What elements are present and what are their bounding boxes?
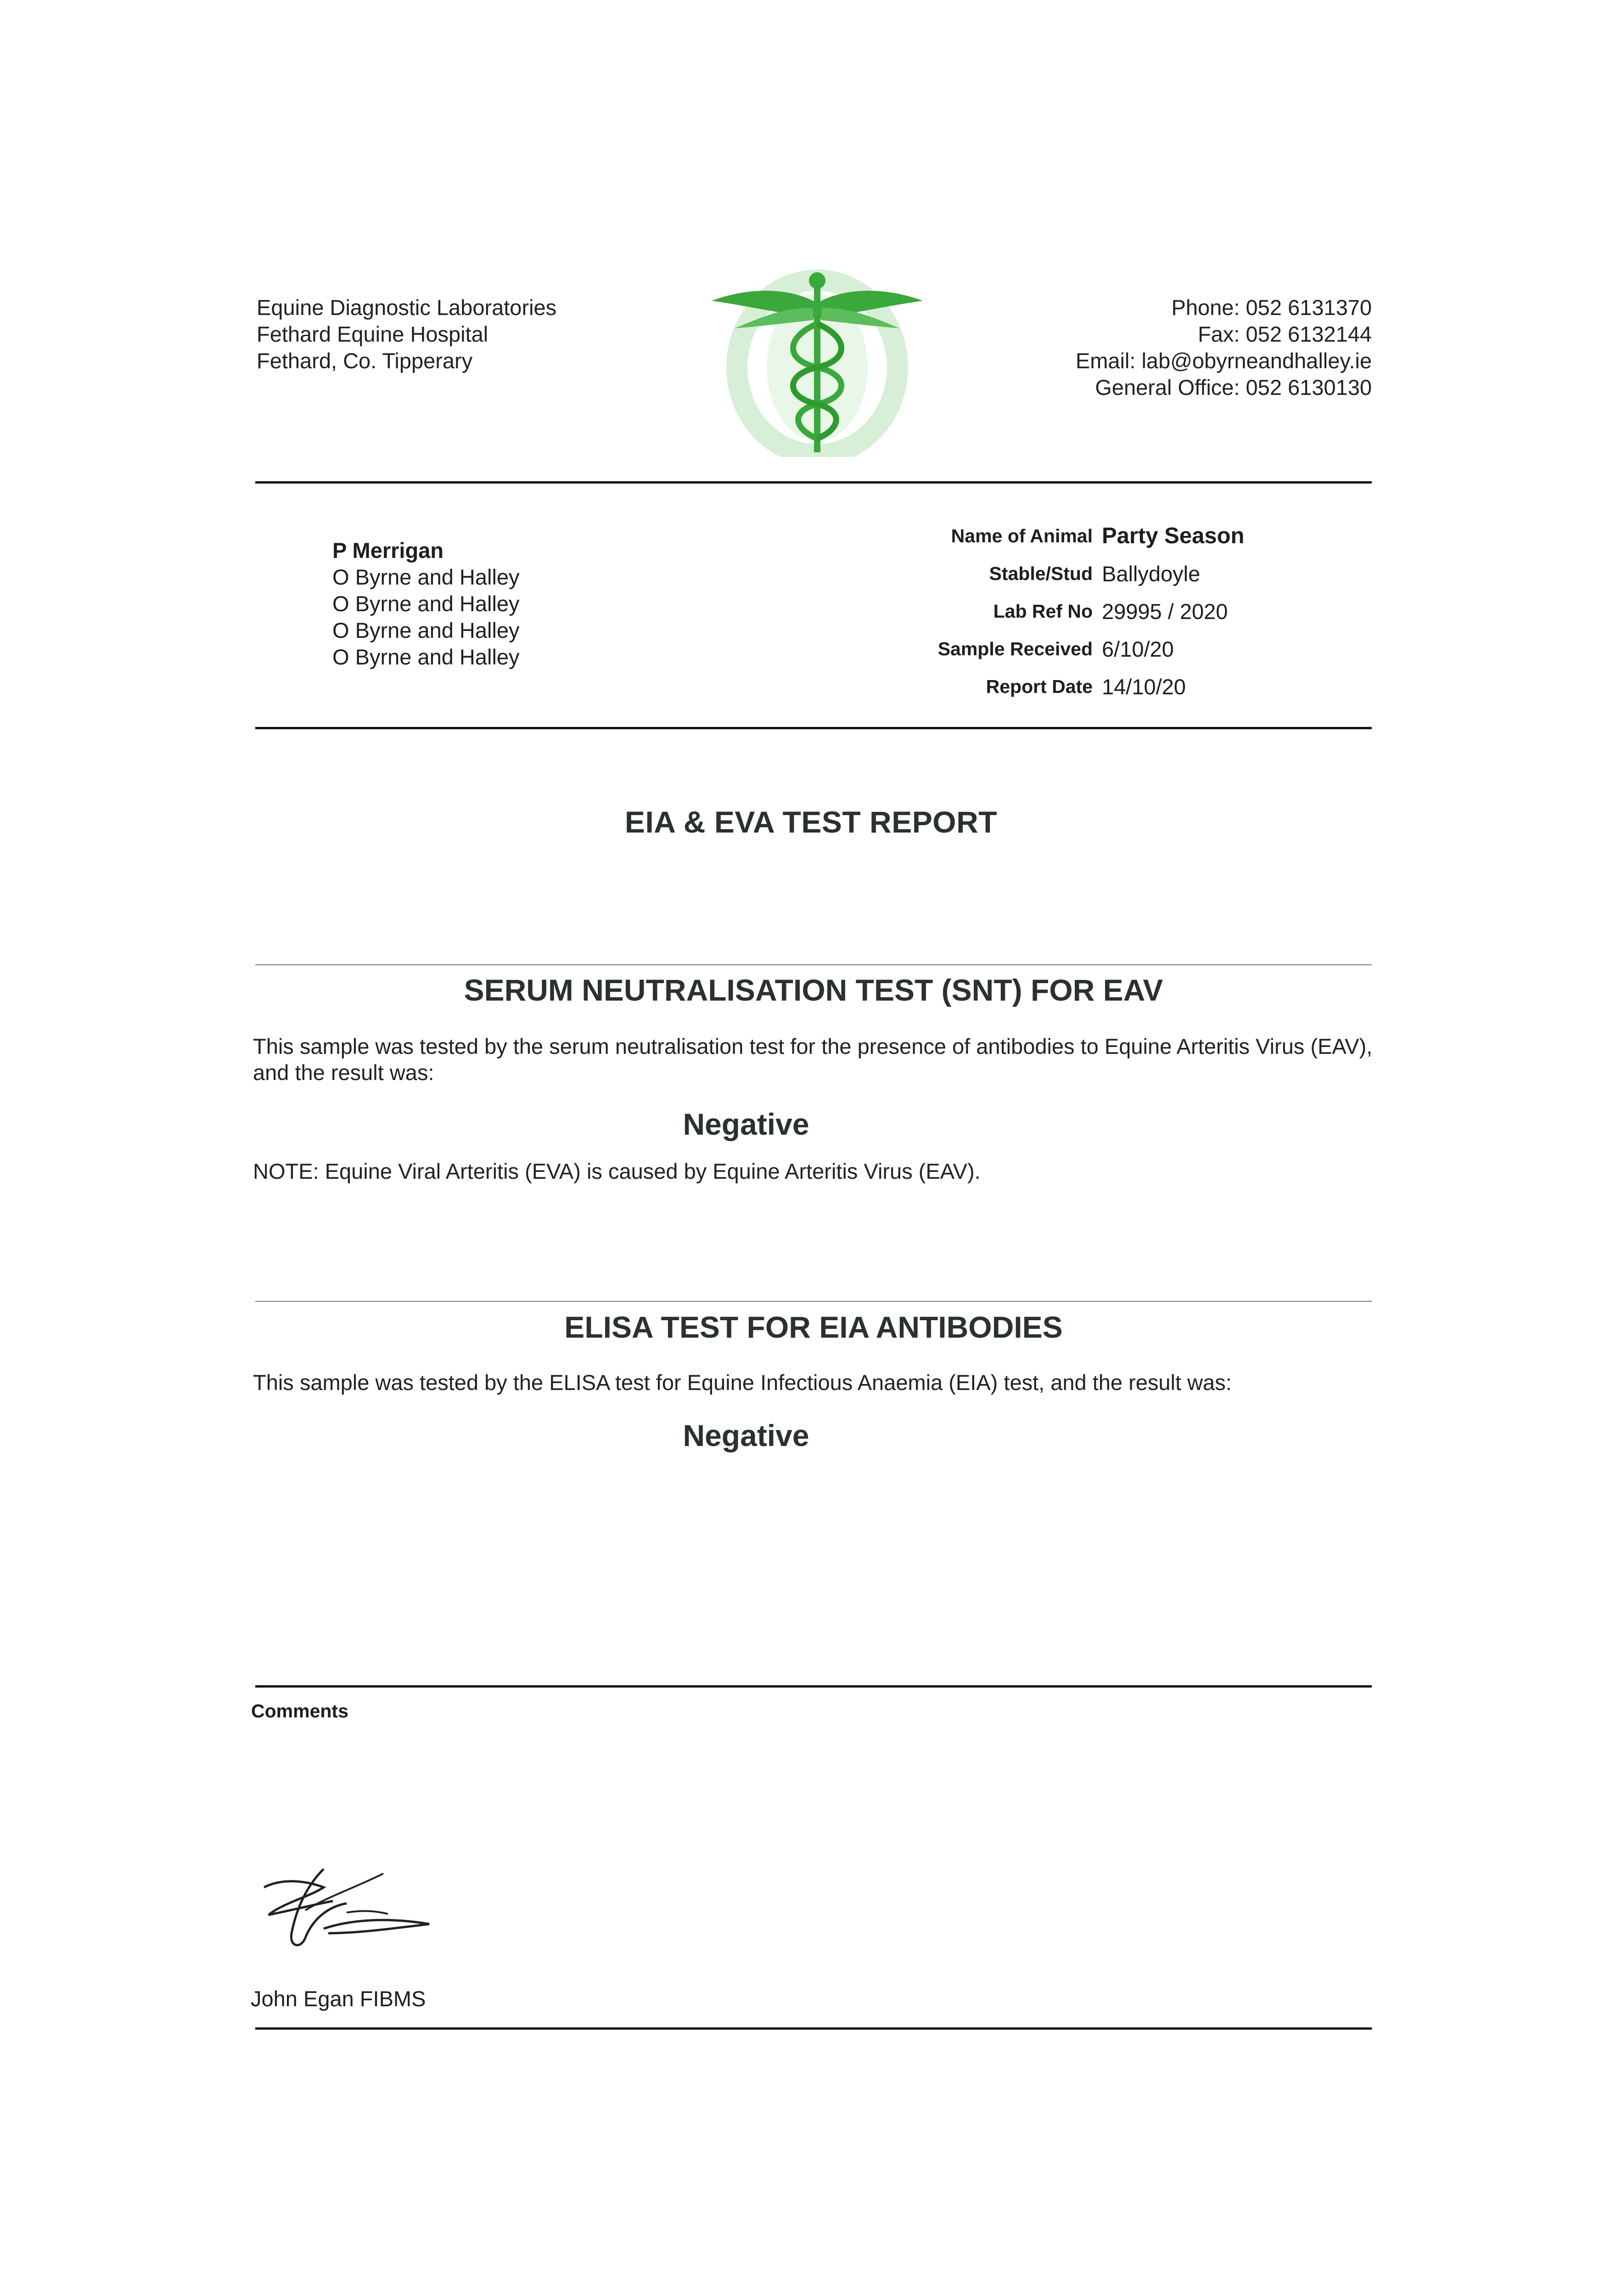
footer-divider [255,2027,1372,2030]
client-address-block [332,537,520,670]
lab-address: Fethard, Co. Tipperary [257,349,473,373]
signature-image [255,1860,438,1961]
client-line: O Byrne and Halley [332,591,520,616]
contact-phone: Phone: 052 6131370 [1171,295,1372,320]
client-line: O Byrne and Halley [332,645,520,669]
elisa-description: This sample was tested by the ELISA test for Equine Infectious Anaemia (EIA) test, and the result was: [253,1370,1232,1395]
detail-label: Name of Animal [951,525,1093,546]
header-divider [255,481,1372,484]
elisa-section-title: ELISA TEST FOR EIA ANTIBODIES [564,1310,1063,1344]
snt-section-title: SERUM NEUTRALISATION TEST (SNT) FOR EAV [464,973,1163,1007]
lab-address-block [257,294,556,374]
lab-name: Equine Diagnostic Laboratories [257,295,557,320]
detail-label: Report Date [986,675,1093,697]
animal-name: Party Season [1102,523,1245,548]
snt-note: NOTE: Equine Viral Arteritis (EVA) is caused by Equine Arteritis Virus (EAV). [253,1159,981,1183]
client-line: O Byrne and Halley [332,618,520,642]
stable-value: Ballydoyle [1102,561,1201,586]
report-title: EIA & EVA TEST REPORT [624,805,998,839]
detail-row-report-date [863,668,1331,705]
detail-row-animal [863,517,1331,555]
sample-received-value: 6/10/20 [1102,636,1174,661]
detail-row-lab-ref [863,592,1331,630]
signer-name: John Egan FIBMS [251,1986,426,2011]
detail-label: Lab Ref No [993,600,1093,622]
detail-label: Stable/Stud [989,563,1093,584]
client-name: P Merrigan [332,538,444,563]
elisa-result: Negative [683,1418,809,1452]
snt-result: Negative [683,1107,809,1141]
snt-divider [255,964,1372,965]
client-line: O Byrne and Halley [332,565,520,589]
snt-description: This sample was tested by the serum neutralisation test for the presence of antibodies to Equine Arteritis Virus (EAV), and the result was: [253,1034,1373,1085]
lab-hospital: Fethard Equine Hospital [257,322,488,346]
contact-email: Email: lab@obyrneandhalley.ie [1075,349,1372,373]
detail-row-sample-received [863,630,1331,668]
sample-details-table [863,517,1331,705]
detail-row-stable [863,555,1331,592]
lab-ref-value: 29995 / 2020 [1102,599,1228,624]
contact-office: General Office: 052 6130130 [1095,375,1372,400]
contact-block [1076,294,1372,401]
details-divider [255,727,1372,729]
caduceus-icon [707,269,927,457]
comments-label: Comments [251,1700,348,1722]
comments-divider [255,1685,1372,1688]
elisa-divider [255,1301,1372,1302]
detail-label: Sample Received [937,638,1093,659]
contact-fax: Fax: 052 6132144 [1198,322,1372,346]
report-date-value: 14/10/20 [1102,674,1186,699]
